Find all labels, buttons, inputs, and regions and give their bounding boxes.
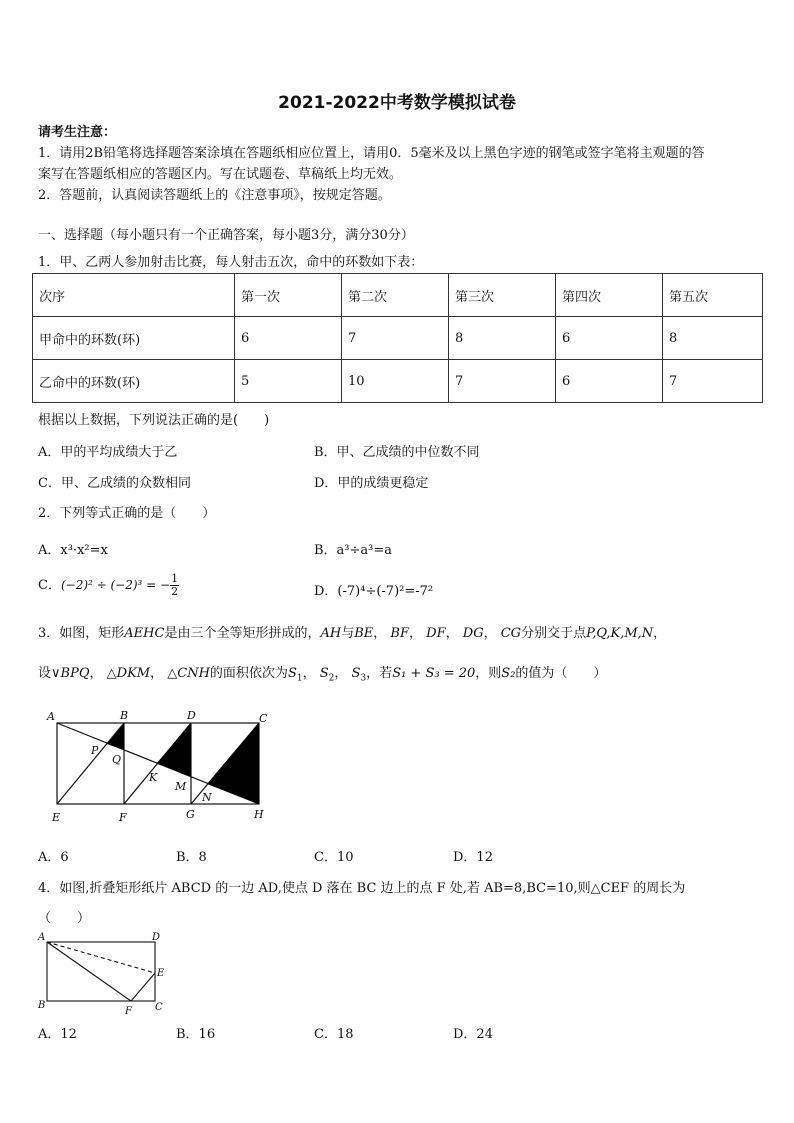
notice-heading: 请考生注意：: [38, 125, 117, 140]
math-dkm: △DKM: [106, 666, 151, 681]
point-label: B: [120, 709, 129, 722]
q2-option-c-label: C．: [38, 578, 61, 593]
section-heading: 一、选择题（每小题只有一个正确答案，每小题3分，满分30分）: [38, 228, 414, 243]
point-label: A: [38, 932, 46, 943]
q3-option-a[interactable]: A．6: [38, 850, 69, 865]
fold-crease-ae: [47, 942, 155, 973]
q3-text: ，: [483, 626, 497, 641]
point-label: N: [202, 791, 212, 804]
q3-text: ，则: [475, 666, 502, 681]
shaded-triangle-s3: [207, 723, 259, 804]
q2-option-c-expr: (−2)² ÷ (−2)³ = −: [60, 578, 171, 592]
q4-figure: [36, 926, 176, 1018]
point-label: F: [119, 811, 127, 824]
math-s3: S: [351, 666, 361, 681]
table-cell: 6: [556, 317, 663, 360]
math-sub: 2: [328, 673, 335, 684]
q1-option-c[interactable]: C．甲、乙成绩的众数相同: [38, 476, 191, 491]
table-cell: 6: [556, 360, 663, 403]
q3-text: 设: [38, 666, 52, 681]
math-bpq: ∨BPQ: [51, 666, 90, 681]
q3-text: 3．如图，矩形: [38, 626, 125, 641]
line-fe: [131, 973, 155, 1001]
math-cg: CG: [500, 626, 522, 641]
notice-line-1: 1．请用2B铅笔将选择题答案涂填在答题纸相应位置上，请用0．5毫米及以上黑色字迹的钢笔或签字笔将主观题的答: [38, 146, 705, 161]
table-cell: 7: [342, 317, 449, 360]
math-target: S₂: [501, 666, 516, 681]
math-aehc: AEHC: [124, 626, 165, 641]
point-label: D: [152, 932, 161, 943]
q3-text: 分别交于点: [521, 626, 587, 641]
point-label: D: [187, 709, 196, 722]
point-label: K: [149, 771, 158, 784]
q3-text: 与: [341, 626, 355, 641]
page-title: 2021-2022中考数学模拟试卷: [278, 93, 516, 113]
q2-option-b[interactable]: B．a³÷a³=a: [314, 543, 393, 558]
q4-stem: 4．如图,折叠矩形纸片 ABCD 的一边 AD,使点 D 落在 BC 边上的点 F 处,若 AB=8,BC=10,则△CEF 的周长为: [38, 881, 686, 896]
math-ah: AH: [320, 626, 342, 641]
table-row: [33, 360, 763, 403]
table-cell: 第一次: [235, 274, 342, 317]
table-cell: 7: [449, 360, 556, 403]
q4-option-d[interactable]: D．24: [453, 1027, 493, 1042]
q3-text: ，: [445, 626, 459, 641]
q3-text: ，: [302, 666, 316, 681]
notice-line-3: 2．答题前，认真阅读答题纸上的《注意事项》，按规定答题。: [38, 188, 391, 203]
table-cell: 7: [663, 360, 763, 403]
table-cell: 第三次: [449, 274, 556, 317]
q1-stem: 1．甲、乙两人参加射击比赛，每人射击五次，命中的环数如下表：: [38, 255, 424, 270]
q3-option-b[interactable]: B．8: [176, 850, 207, 865]
point-label: A: [47, 710, 55, 723]
q4-option-c[interactable]: C．18: [314, 1027, 354, 1042]
point-label: B: [38, 1000, 46, 1011]
math-sub: 3: [360, 673, 367, 684]
table-cell: 第二次: [342, 274, 449, 317]
point-label: E: [157, 968, 165, 979]
math-be: BE: [354, 626, 374, 641]
q3-text: ，: [373, 626, 387, 641]
q3-text: 的面积依次为: [209, 666, 288, 681]
point-label: E: [52, 811, 61, 824]
table-cell: 8: [663, 317, 763, 360]
table-cell: 次序: [33, 274, 235, 317]
point-label: C: [259, 712, 268, 725]
table-header-row: [33, 274, 763, 317]
point-label: M: [175, 780, 187, 793]
q3-text: ，若: [366, 666, 393, 681]
math-cnh: △CNH: [167, 666, 210, 681]
q3-text: ，: [89, 666, 103, 681]
point-label: H: [254, 808, 264, 821]
q4-option-b[interactable]: B．16: [176, 1027, 216, 1042]
table-cell: 甲命中的环数(环): [33, 317, 235, 360]
q2-stem: 2．下列等式正确的是（ ）: [38, 506, 216, 521]
math-sub: 1: [296, 673, 303, 684]
q3-text: 是由三个全等矩形拼成的，: [164, 626, 321, 641]
shaded-triangle-s1: [107, 723, 124, 750]
q2-option-a[interactable]: A．x³·x²=x: [38, 543, 108, 558]
math-bf: BF: [390, 626, 409, 641]
point-label: Q: [112, 753, 122, 766]
q3-stem-line2: [38, 662, 606, 684]
table-cell: 乙命中的环数(环): [33, 360, 235, 403]
math-dg: DG: [462, 626, 484, 641]
shaded-triangle-s2: [157, 723, 191, 777]
math-s1: S: [287, 666, 297, 681]
point-label: P: [91, 744, 99, 757]
fraction-numerator: 1: [171, 572, 179, 585]
table-cell: 8: [449, 317, 556, 360]
math-condition: S₁ + S₃ = 20: [392, 666, 476, 681]
fraction: [170, 573, 179, 598]
q2-option-c[interactable]: [38, 573, 179, 598]
q3-text: 的值为（ ）: [515, 666, 607, 681]
q3-text: ，: [409, 626, 423, 641]
table-cell: 10: [342, 360, 449, 403]
notice-line-2: 案写在答题纸相应的答题区内。写在试题卷、草稿纸上均无效。: [38, 167, 403, 182]
q1-option-a[interactable]: A．甲的平均成绩大于乙: [38, 445, 178, 460]
q3-option-d[interactable]: D．12: [453, 850, 493, 865]
table-cell: 6: [235, 317, 342, 360]
q1-option-d[interactable]: D．甲的成绩更稳定: [314, 476, 429, 491]
fraction-denominator: 2: [171, 585, 179, 598]
math-df: DF: [426, 626, 446, 641]
q3-text: ，: [334, 666, 348, 681]
point-label: C: [155, 1002, 163, 1013]
q4-paren: （ ）: [38, 911, 91, 926]
q2-option-d[interactable]: D．(-7)⁴÷(-7)²=-7²: [314, 584, 434, 599]
table-cell: 5: [235, 360, 342, 403]
q3-figure: [40, 708, 280, 826]
math-points: P,Q,K,M,N: [586, 626, 654, 641]
q1-question: 根据以上数据，下列说法正确的是( ): [38, 413, 270, 428]
score-table: [32, 273, 763, 403]
q1-option-b[interactable]: B．甲、乙成绩的中位数不同: [314, 445, 480, 460]
fold-line-af: [47, 942, 131, 1001]
math-s2: S: [319, 666, 329, 681]
q4-option-a[interactable]: A．12: [38, 1027, 77, 1042]
table-cell: 第五次: [663, 274, 763, 317]
point-label: G: [186, 808, 195, 821]
table-cell: 第四次: [556, 274, 663, 317]
point-label: F: [125, 1006, 132, 1017]
table-row: [33, 317, 763, 360]
q3-text: ，: [150, 666, 164, 681]
q3-stem-line1: [38, 622, 666, 641]
q3-text: ，: [653, 626, 667, 641]
q3-option-c[interactable]: C．10: [314, 850, 354, 865]
